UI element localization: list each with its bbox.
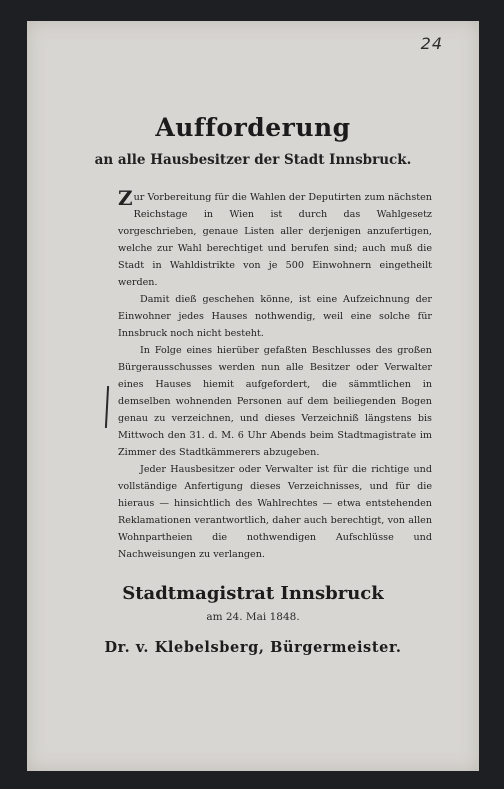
paragraph-3: In Folge eines hierüber gefaßten Beschlusses des großen Bürgerausschusses werden nun alle Besitzer oder Verwalter eines Hauses hiemit aufgefordert, die sämmtlichen in demselben wohnenden Personen auf dem beiliegenden Bogen genau zu verzeichnen, und dieses Verzeichniß längstens bis Mittwoch den 31. d. M. 6 Uhr Abends beim Stadtmagistrate im Zimmer des Stadtkämmerers abzugeben.: [118, 345, 432, 458]
document-body: [118, 186, 432, 563]
paragraph-2: Damit dieß geschehen könne, ist eine Aufzeichnung der Einwohner jedes Hauses nothwendig, weil eine solche für Innsbruck noch nicht besteht.: [118, 294, 432, 339]
document-subtitle: an alle Hausbesitzer der Stadt Innsbruck.: [94, 152, 412, 168]
archive-number: 24: [420, 34, 443, 53]
signature-organization: Stadtmagistrat Innsbruck: [122, 583, 384, 604]
margin-pen-mark: [105, 386, 109, 428]
document-title: Aufforderung: [155, 113, 351, 142]
paragraph-1: Zur Vorbereitung für die Wahlen der Deputirten zum nächsten Reichstage in Wien ist durch das Wahlgesetz vorgeschrieben, genaue Listen aller derjenigen anzufertigen, welche zur Wahl berechtiget und berufen sind; auch muß die Stadt in Wahldistrikte von je 500 Einwohnern eingetheilt werden.: [118, 186, 432, 288]
paragraph-4: Jeder Hausbesitzer oder Verwalter ist für die richtige und vollständige Anfertigung dieses Verzeichnisses, und für die hieraus — hinsichtlich des Wahlrechtes — etwa entstehenden Reklamationen verantwortlich, daher auch berechtigt, von allen Wohnpartheien die nothwendigen Aufschlüsse und Nachweisungen zu verlangen.: [118, 464, 432, 560]
document-sheet: [27, 21, 479, 771]
signature-name: Dr. v. Klebelsberg, Bürgermeister.: [104, 639, 402, 656]
signature-date: am 24. Mai 1848.: [206, 611, 300, 623]
